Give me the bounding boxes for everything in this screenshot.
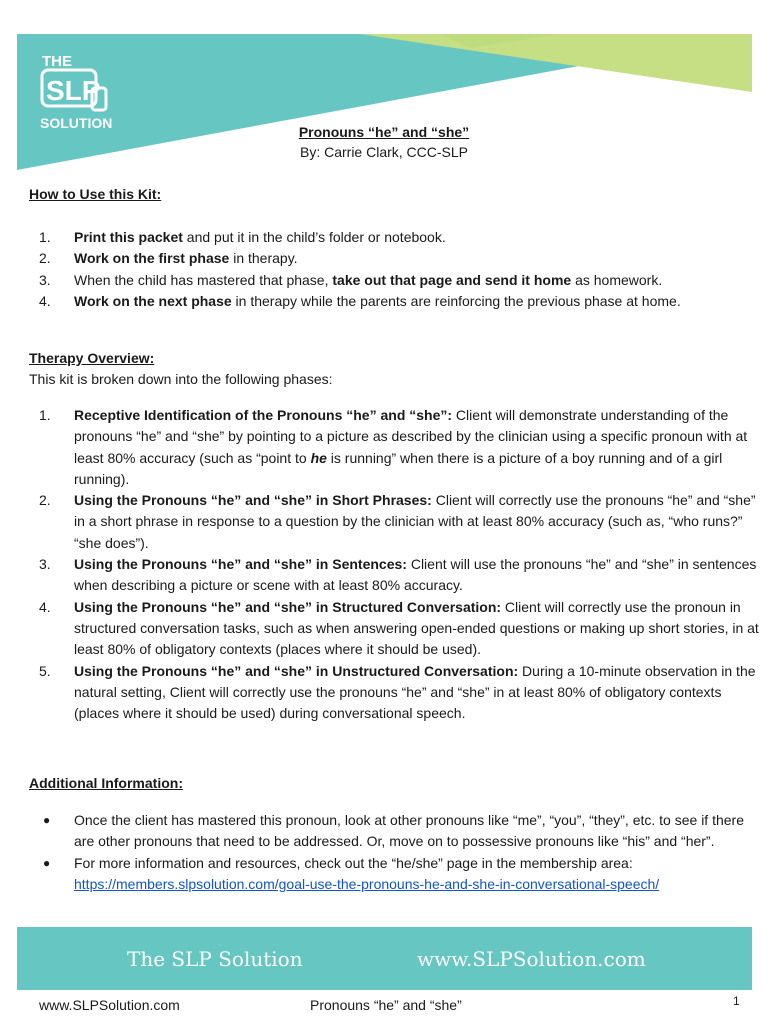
- overview-intro: This kit is broken down into the following phases:: [29, 371, 333, 387]
- list-item: 1. Print this packet and put it in the child’s folder or notebook.: [39, 229, 446, 245]
- bullet-icon: ●: [43, 813, 51, 827]
- title-block: [0, 122, 768, 162]
- logo-text-the: THE: [42, 53, 72, 70]
- list-item: ● For more information and resources, check out the “he/she” page in the membership area: https://members.slpsolution.com/goal-use-the-pronouns-he-and-she-in-conversational-speech/: [43, 854, 660, 892]
- logo-text-solution: SOLUTION: [40, 115, 112, 131]
- list-item: 2. Using the Pronouns “he” and “she” in Short Phrases: Client will correctly use the pronouns “he” and “she” in a short phrase in response to a question by the clinician with at least 80% accuracy (such as, “who runs?” “she does”).: [39, 492, 756, 551]
- footer-url: www.SLPSolution.com: [39, 997, 180, 1013]
- byline: By: Carrie Clark, CCC-SLP: [299, 144, 469, 160]
- additional-heading: Additional Information:: [29, 775, 183, 791]
- list-item: 5. Using the Pronouns “he” and “she” in Unstructured Conversation: During a 10-minute observation in the natural setting, Client will correctly use the pronouns “he” and “she” in at least 80% of obligatory contexts (places where it should be used) during conversational speech.: [39, 662, 756, 722]
- how-to-heading: How to Use this Kit:: [29, 186, 162, 202]
- list-item: 2. Work on the first phase in therapy.: [39, 250, 298, 267]
- list-item: 1. Receptive Identification of the Pronouns “he” and “she”: Client will demonstrate understanding of the pronouns “he” and “she” by pointing to a picture as described by the clinician using a specific pronoun with at least 80% accuracy (such as “point to he is running” when there is a picture of a boy running and of a girl running).: [39, 407, 748, 487]
- list-item: 3. Using the Pronouns “he” and “she” in Sentences: Client will use the pronouns “he” and “she” in sentences when describing a picture or scene with at least 80% accuracy.: [39, 556, 757, 594]
- phases-list: [29, 405, 766, 724]
- logo-text-slp: SLP: [46, 75, 101, 106]
- list-item: 4. Using the Pronouns “he” and “she” in Structured Conversation: Client will correctly use the pronoun in structured conversation tasks, such as when answering open-ended questions or making up short stories, in at least 80% of obligatory contexts (places where it should be used).: [39, 598, 759, 658]
- footer-website: www.SLPSolution.com: [417, 947, 646, 971]
- membership-link[interactable]: https://members.slpsolution.com/goal-use-the-pronouns-he-and-she-in-conversational-speech/: [74, 875, 660, 892]
- page-title: Pronouns “he” and “she”: [298, 124, 470, 140]
- overview-heading: Therapy Overview:: [29, 350, 155, 366]
- additional-list: [29, 810, 766, 895]
- footer-band: [17, 927, 752, 990]
- footer-title: Pronouns “he” and “she”: [310, 997, 462, 1013]
- list-item: ● Once the client has mastered this pronoun, look at other pronouns like “me”, “you”, “they”, etc. to see if there are other pronouns that need to be addressed. Or, move on to possessive pronouns like “his” and “her”.: [43, 812, 744, 850]
- list-item: 4. Work on the next phase in therapy while the parents are reinforcing the previous phase at home.: [39, 292, 681, 309]
- bullet-icon: ●: [43, 855, 51, 870]
- page-number: 1: [733, 994, 740, 1008]
- footer-brand: The SLP Solution: [127, 947, 303, 971]
- how-to-list: [29, 227, 766, 312]
- list-item: 3. When the child has mastered that phase, take out that page and send it home as homework.: [39, 271, 663, 288]
